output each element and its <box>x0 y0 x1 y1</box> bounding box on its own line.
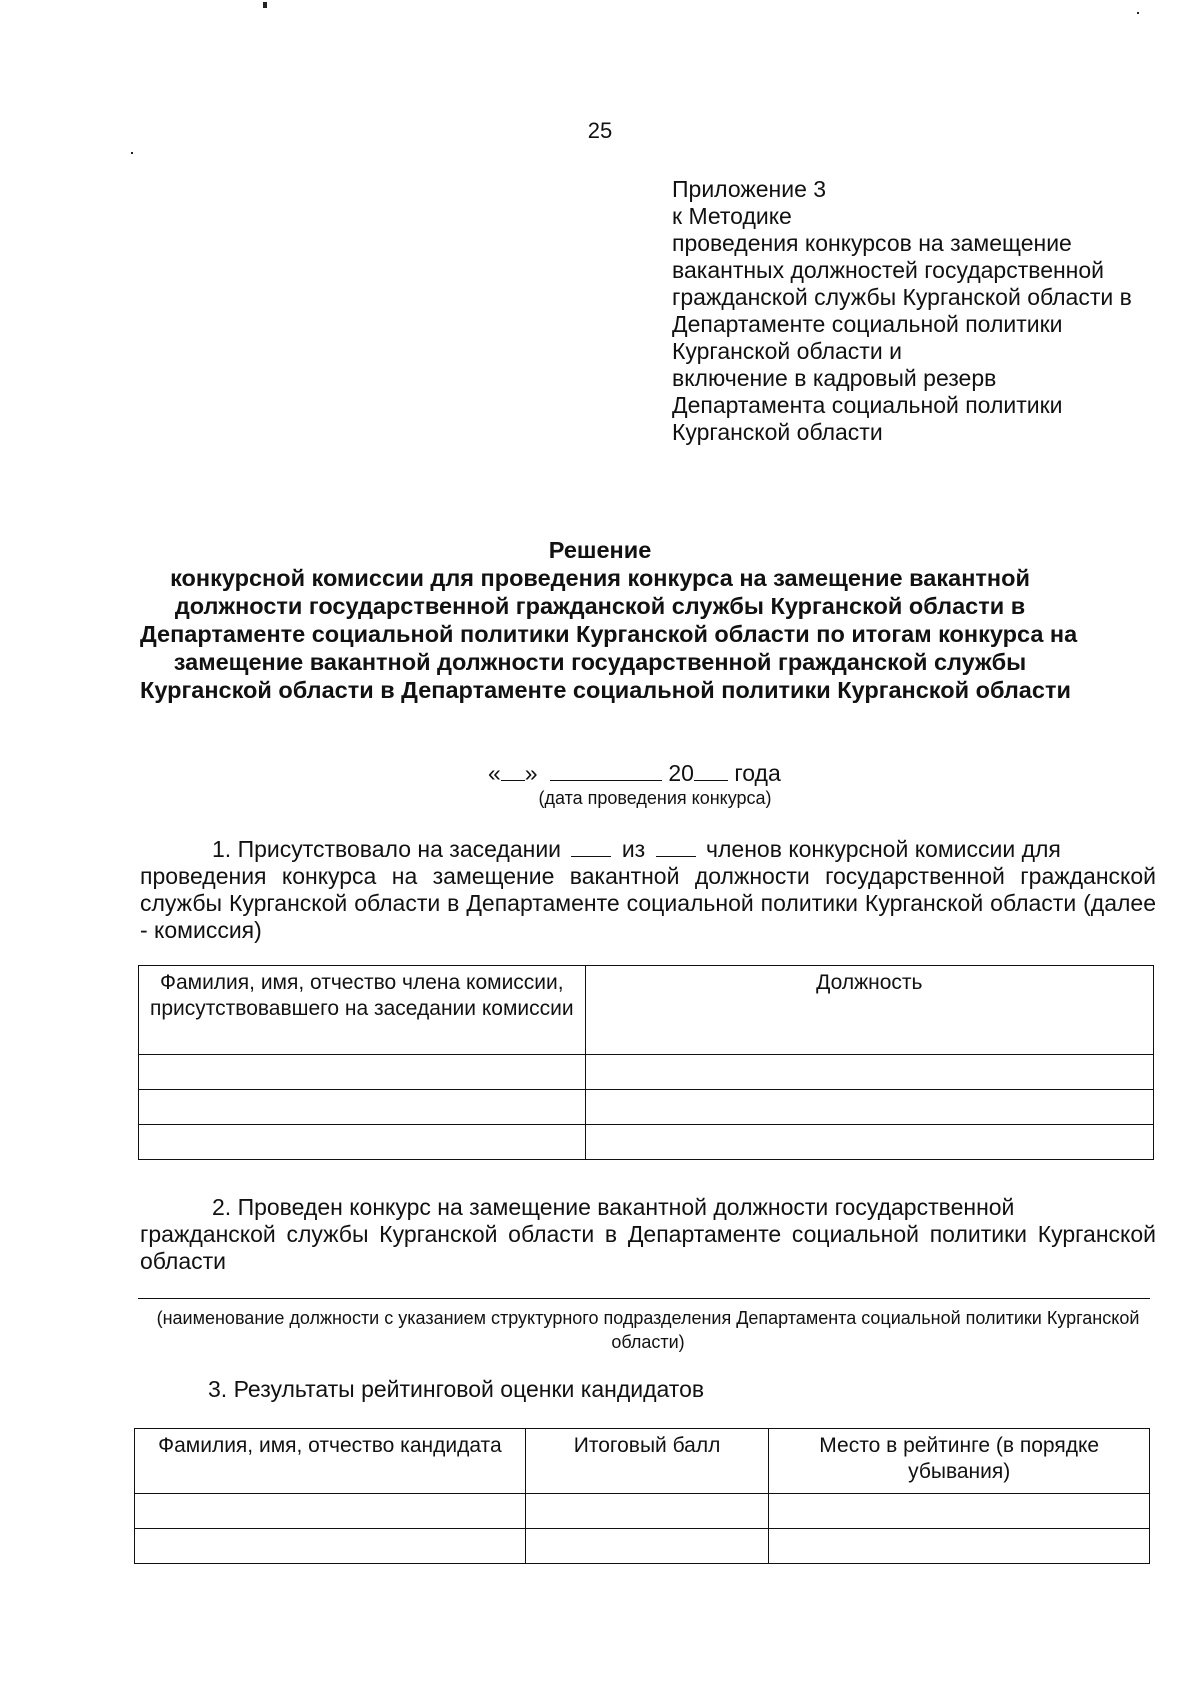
heading-line: Курганской области в Департаменте социальной политики Курганской области <box>140 677 1071 703</box>
position-name-line[interactable] <box>138 1298 1150 1299</box>
section-2-first-line: 2. Проведен конкурс на замещение вакантной должности государственной <box>212 1194 1015 1220</box>
table-cell[interactable] <box>135 1494 526 1529</box>
commission-members-table <box>138 965 1154 1160</box>
table-cell[interactable] <box>769 1529 1150 1564</box>
table-cell[interactable] <box>525 1494 769 1529</box>
heading-line: Департаменте социальной политики Курганской области по итогам конкурса на <box>140 621 1078 647</box>
heading-line: конкурсной комиссии для проведения конкурса на замещение вакантной <box>170 565 1030 591</box>
table-cell[interactable] <box>135 1529 526 1564</box>
month-blank[interactable] <box>550 762 662 781</box>
candidates-rating-table <box>134 1428 1150 1564</box>
scan-speck <box>263 2 267 8</box>
present-count-blank[interactable] <box>571 838 611 857</box>
table-cell[interactable] <box>585 1090 1153 1125</box>
table-cell[interactable] <box>769 1494 1150 1529</box>
table-row <box>135 1529 1150 1564</box>
column-header-member-name: Фамилия, имя, отчество члена комиссии, присутствовавшего на заседании комиссии <box>139 966 586 1055</box>
column-header-final-score: Итоговый балл <box>525 1429 769 1494</box>
column-header-candidate-name: Фамилия, имя, отчество кандидата <box>135 1429 526 1494</box>
section-2-rest: гражданской службы Курганской области в Департаменте социальной политики Курганской области <box>140 1221 1156 1274</box>
appendix-line: Департамента социальной политики <box>672 392 1063 418</box>
appendix-line: гражданской службы Курганской области в <box>672 284 1132 310</box>
scan-speck <box>1137 12 1139 14</box>
section-2-paragraph <box>140 1194 1156 1275</box>
appendix-reference <box>672 176 1182 446</box>
table-cell[interactable] <box>585 1055 1153 1090</box>
section-1-rest: проведения конкурса на замещение вакантной должности государственной гражданской службы Курганской области в Департаменте социальной политики Курганской области (далее - комиссия) <box>140 863 1156 943</box>
appendix-line: включение в кадровый резерв <box>672 365 997 391</box>
appendix-line: к Методике <box>672 203 792 229</box>
day-blank[interactable] <box>501 762 525 781</box>
section-1-paragraph <box>140 836 1156 944</box>
table-header-row <box>135 1429 1150 1494</box>
table-cell[interactable] <box>585 1125 1153 1160</box>
date-field <box>488 760 828 787</box>
appendix-line: Курганской области и <box>672 338 902 364</box>
page-number: 25 <box>587 118 613 143</box>
column-header-rating-place: Место в рейтинге (в порядке убывания) <box>769 1429 1150 1494</box>
table-cell[interactable] <box>139 1125 586 1160</box>
table-cell[interactable] <box>139 1055 586 1090</box>
heading-line: замещение вакантной должности государственной гражданской службы <box>173 649 1027 675</box>
year-blank[interactable] <box>694 762 728 781</box>
scan-speck <box>131 152 133 154</box>
appendix-line: Курганской области <box>672 419 883 445</box>
section-3-title: 3. Результаты рейтинговой оценки кандидатов <box>208 1376 705 1402</box>
appendix-line: проведения конкурсов на замещение <box>672 230 1072 256</box>
table-row <box>135 1494 1150 1529</box>
table-row <box>139 1055 1154 1090</box>
date-close-quote: » <box>524 760 538 786</box>
total-count-blank[interactable] <box>656 838 696 857</box>
year-prefix: 20 <box>668 760 694 786</box>
appendix-line: Приложение 3 <box>672 176 827 202</box>
table-cell[interactable] <box>139 1090 586 1125</box>
appendix-line: Департаменте социальной политики <box>672 311 1063 337</box>
heading-line: должности государственной гражданской службы Курганской области в <box>174 593 1026 619</box>
year-suffix: года <box>734 760 781 786</box>
section-1-text-c: членов конкурсной комиссии для <box>706 836 1061 862</box>
position-caption: (наименование должности с указанием структурного подразделения Департамента социальной политики Курганской области) <box>156 1308 1140 1352</box>
section-1-first-line <box>140 836 1156 863</box>
date-caption: (дата проведения конкурса) <box>538 788 772 808</box>
appendix-line: вакантных должностей государственной <box>672 257 1105 283</box>
date-open-quote: « <box>488 760 501 786</box>
section-1-text-a: 1. Присутствовало на заседании <box>212 836 562 862</box>
table-row <box>139 1125 1154 1160</box>
table-cell[interactable] <box>525 1529 769 1564</box>
document-heading <box>140 536 1078 704</box>
document-title: Решение <box>548 537 652 563</box>
section-1-text-b: из <box>621 836 646 862</box>
column-header-position: Должность <box>585 966 1153 1055</box>
table-header-row <box>139 966 1154 1055</box>
table-row <box>139 1090 1154 1125</box>
